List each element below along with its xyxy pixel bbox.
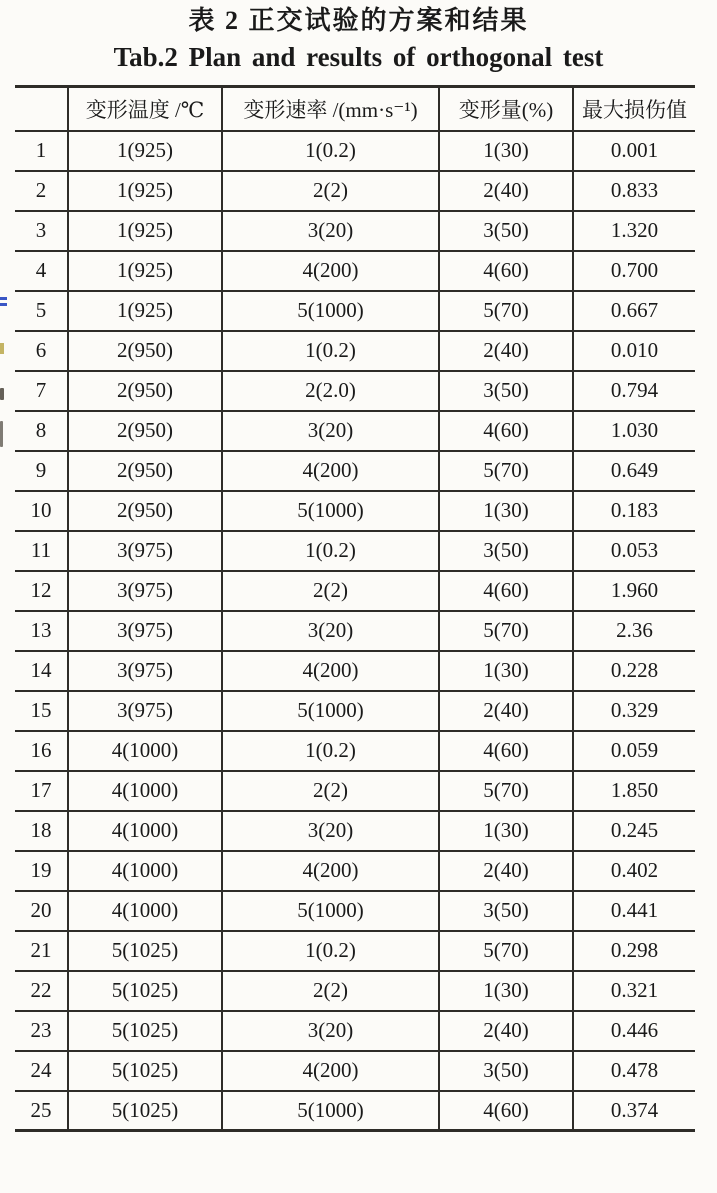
table-row: [15, 411, 695, 451]
data-cell: 4(200): [222, 851, 439, 891]
row-number-cell: 23: [15, 1011, 68, 1051]
row-number-cell: 8: [15, 411, 68, 451]
table-row: [15, 211, 695, 251]
data-cell: 4(200): [222, 651, 439, 691]
table-title-chinese: 表 2 正交试验的方案和结果: [188, 6, 529, 35]
row-number-cell: 12: [15, 571, 68, 611]
data-cell: 3(50): [439, 531, 573, 571]
data-cell: 1(30): [439, 811, 573, 851]
row-number-cell: 24: [15, 1051, 68, 1091]
table-row: [15, 731, 695, 771]
row-number-cell: 19: [15, 851, 68, 891]
data-cell: 0.700: [573, 251, 695, 291]
table-row: [15, 1051, 695, 1091]
table-row: [15, 331, 695, 371]
data-cell: 4(200): [222, 1051, 439, 1091]
data-cell: 1.320: [573, 211, 695, 251]
data-cell: 0.245: [573, 811, 695, 851]
data-cell: 2(950): [68, 411, 222, 451]
data-cell: 1(925): [68, 251, 222, 291]
row-number-cell: 5: [15, 291, 68, 331]
table-row: [15, 851, 695, 891]
table-row: [15, 651, 695, 691]
table-row: [15, 811, 695, 851]
data-cell: 1.030: [573, 411, 695, 451]
data-cell: 0.478: [573, 1051, 695, 1091]
table-row: [15, 571, 695, 611]
scan-artifact-blue-mark: [0, 297, 7, 300]
data-cell: 4(1000): [68, 731, 222, 771]
data-cell: 1(0.2): [222, 131, 439, 171]
data-cell: 4(60): [439, 731, 573, 771]
data-cell: 2(40): [439, 691, 573, 731]
data-cell: 5(1000): [222, 291, 439, 331]
data-cell: 1(30): [439, 491, 573, 531]
data-cell: 5(1000): [222, 491, 439, 531]
row-number-cell: 1: [15, 131, 68, 171]
row-number-cell: 20: [15, 891, 68, 931]
table-row: [15, 491, 695, 531]
data-cell: 1(0.2): [222, 331, 439, 371]
table-row: [15, 771, 695, 811]
column-header-0: [15, 87, 68, 131]
data-cell: 2(40): [439, 171, 573, 211]
row-number-cell: 22: [15, 971, 68, 1011]
data-cell: 2(950): [68, 451, 222, 491]
table-body: [15, 131, 695, 1131]
table-row: [15, 971, 695, 1011]
table-row: [15, 171, 695, 211]
data-cell: 4(60): [439, 571, 573, 611]
table-row: [15, 1011, 695, 1051]
data-cell: 2.36: [573, 611, 695, 651]
data-cell: 5(1025): [68, 931, 222, 971]
data-cell: 4(1000): [68, 811, 222, 851]
data-cell: 5(1000): [222, 891, 439, 931]
row-number-cell: 17: [15, 771, 68, 811]
column-header-3: 变形量(%): [439, 87, 573, 131]
row-number-cell: 3: [15, 211, 68, 251]
data-cell: 4(60): [439, 411, 573, 451]
data-cell: 0.298: [573, 931, 695, 971]
row-number-cell: 25: [15, 1091, 68, 1131]
data-cell: 1(30): [439, 131, 573, 171]
table-row: [15, 291, 695, 331]
data-cell: 3(20): [222, 211, 439, 251]
data-cell: 5(1025): [68, 1011, 222, 1051]
data-cell: 1(0.2): [222, 531, 439, 571]
data-cell: 4(1000): [68, 851, 222, 891]
data-cell: 0.446: [573, 1011, 695, 1051]
data-cell: 1(925): [68, 211, 222, 251]
data-cell: 5(1025): [68, 1091, 222, 1131]
data-cell: 4(1000): [68, 771, 222, 811]
data-cell: 2(950): [68, 331, 222, 371]
data-cell: 3(975): [68, 531, 222, 571]
data-cell: 0.010: [573, 331, 695, 371]
scan-artifact-yellow-mark: [0, 343, 4, 354]
data-cell: 1(30): [439, 971, 573, 1011]
data-cell: 5(70): [439, 291, 573, 331]
row-number-cell: 4: [15, 251, 68, 291]
data-cell: 3(50): [439, 371, 573, 411]
table-row: [15, 691, 695, 731]
row-number-cell: 9: [15, 451, 68, 491]
data-cell: 2(2): [222, 171, 439, 211]
data-cell: 1.850: [573, 771, 695, 811]
table-row: [15, 1091, 695, 1131]
data-cell: 1(0.2): [222, 731, 439, 771]
orthogonal-test-table: [15, 85, 695, 1132]
row-number-cell: 10: [15, 491, 68, 531]
data-cell: 0.667: [573, 291, 695, 331]
scan-artifact-blue-mark: [0, 303, 7, 306]
data-cell: 3(20): [222, 811, 439, 851]
scan-artifact-dark-mark: [0, 421, 3, 447]
data-cell: 2(950): [68, 371, 222, 411]
data-cell: 0.833: [573, 171, 695, 211]
data-cell: 5(70): [439, 931, 573, 971]
row-number-cell: 14: [15, 651, 68, 691]
data-cell: 3(20): [222, 411, 439, 451]
data-cell: 4(60): [439, 1091, 573, 1131]
data-cell: 3(975): [68, 651, 222, 691]
data-cell: 3(20): [222, 611, 439, 651]
data-cell: 2(2): [222, 971, 439, 1011]
row-number-cell: 13: [15, 611, 68, 651]
data-cell: 0.374: [573, 1091, 695, 1131]
data-cell: 5(70): [439, 611, 573, 651]
scan-artifact-dark-mark: [0, 388, 4, 400]
data-cell: 0.321: [573, 971, 695, 1011]
data-cell: 1(30): [439, 651, 573, 691]
table-row: [15, 611, 695, 651]
data-cell: 3(975): [68, 571, 222, 611]
data-cell: 1.960: [573, 571, 695, 611]
row-number-cell: 6: [15, 331, 68, 371]
table-title-english: Tab.2 Plan and results of orthogonal test: [113, 42, 604, 72]
data-cell: 2(2.0): [222, 371, 439, 411]
table-row: [15, 451, 695, 491]
table-row: [15, 131, 695, 171]
data-cell: 1(0.2): [222, 931, 439, 971]
data-cell: 3(975): [68, 611, 222, 651]
data-cell: 0.329: [573, 691, 695, 731]
data-cell: 0.053: [573, 531, 695, 571]
row-number-cell: 16: [15, 731, 68, 771]
data-cell: 1(925): [68, 291, 222, 331]
table-row: [15, 371, 695, 411]
data-cell: 2(2): [222, 571, 439, 611]
data-cell: 0.649: [573, 451, 695, 491]
table-row: [15, 931, 695, 971]
row-number-cell: 2: [15, 171, 68, 211]
data-cell: 0.402: [573, 851, 695, 891]
data-cell: 0.001: [573, 131, 695, 171]
column-header-1: 变形温度 /℃: [68, 87, 222, 131]
table-row: [15, 251, 695, 291]
data-cell: 4(1000): [68, 891, 222, 931]
data-cell: 4(200): [222, 451, 439, 491]
data-cell: 3(50): [439, 891, 573, 931]
row-number-cell: 15: [15, 691, 68, 731]
data-cell: 0.441: [573, 891, 695, 931]
row-number-cell: 7: [15, 371, 68, 411]
data-cell: 4(60): [439, 251, 573, 291]
data-cell: 2(950): [68, 491, 222, 531]
data-cell: 0.794: [573, 371, 695, 411]
table-header-row: [15, 87, 695, 131]
row-number-cell: 11: [15, 531, 68, 571]
data-cell: 0.183: [573, 491, 695, 531]
data-cell: 5(1000): [222, 691, 439, 731]
table-row: [15, 891, 695, 931]
data-cell: 2(40): [439, 851, 573, 891]
table-caption: [0, 0, 717, 75]
data-cell: 0.228: [573, 651, 695, 691]
data-cell: 4(200): [222, 251, 439, 291]
data-cell: 5(70): [439, 771, 573, 811]
data-cell: 5(1025): [68, 971, 222, 1011]
data-cell: 3(20): [222, 1011, 439, 1051]
data-cell: 3(50): [439, 1051, 573, 1091]
data-cell: 0.059: [573, 731, 695, 771]
data-cell: 3(975): [68, 691, 222, 731]
table-row: [15, 531, 695, 571]
data-cell: 2(40): [439, 331, 573, 371]
column-header-4: 最大损伤值: [573, 87, 695, 131]
row-number-cell: 18: [15, 811, 68, 851]
row-number-cell: 21: [15, 931, 68, 971]
data-cell: 5(70): [439, 451, 573, 491]
data-cell: 5(1025): [68, 1051, 222, 1091]
data-cell: 5(1000): [222, 1091, 439, 1131]
data-cell: 1(925): [68, 171, 222, 211]
column-header-2: 变形速率 /(mm·s⁻¹): [222, 87, 439, 131]
data-cell: 2(2): [222, 771, 439, 811]
data-cell: 1(925): [68, 131, 222, 171]
data-cell: 2(40): [439, 1011, 573, 1051]
data-cell: 3(50): [439, 211, 573, 251]
